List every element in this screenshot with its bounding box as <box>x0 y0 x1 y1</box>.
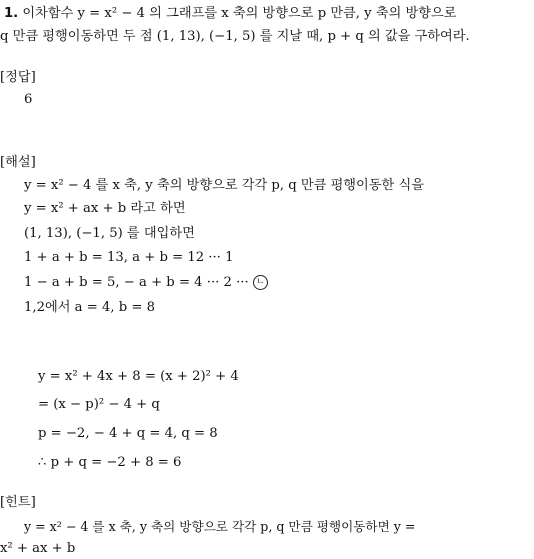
hint-heading: [힌트] <box>0 495 36 510</box>
hint-line-1: y = x² − 4 를 x 축, y 축의 방향으로 각각 p, q 만큼 평행이동하면 y = <box>24 519 416 534</box>
explanation-line-4: 1 + a + b = 13, a + b = 12 ··· 1 <box>24 250 234 265</box>
derivation-line-3: p = −2, − 4 + q = 4, q = 8 <box>38 426 218 441</box>
question-line-2 <box>0 28 470 46</box>
question-line-1 <box>4 5 456 23</box>
explanation-line-5 <box>24 274 268 292</box>
derivation-line-4: ∴ p + q = −2 + 8 = 6 <box>38 455 182 470</box>
explanation-heading: [해설] <box>0 155 36 170</box>
explanation-line-6: 1,2에서 a = 4, b = 8 <box>24 300 155 315</box>
answer-heading: [정답] <box>0 70 36 85</box>
question-text-2: q 만큼 평행이동하면 두 점 (1, 13), (−1, 5) 를 지날 때, p + q 의 값을 구하여라. <box>0 29 470 44</box>
derivation-line-2: = (x − p)² − 4 + q <box>38 397 160 412</box>
explanation-line-5-text: 1 − a + b = 5, − a + b = 4 ··· 2 ··· <box>24 275 249 290</box>
answer-value: 6 <box>24 92 33 107</box>
explanation-line-1: y = x² − 4 를 x 축, y 축의 방향으로 각각 p, q 만큼 평행이동한 식을 <box>24 178 424 193</box>
circled-mark: ㄴ <box>253 275 268 290</box>
question-number: 1. <box>4 6 19 21</box>
derivation-line-1: y = x² + 4x + 8 = (x + 2)² + 4 <box>38 369 239 384</box>
explanation-line-2: y = x² + ax + b 라고 하면 <box>24 201 186 216</box>
hint-line-2: x² + ax + b <box>0 541 76 556</box>
question-text-1: 이차함수 y = x² − 4 의 그래프를 x 축의 방향으로 p 만큼, y 축의 방향으로 <box>22 6 457 21</box>
explanation-line-3: (1, 13), (−1, 5) 를 대입하면 <box>24 226 195 241</box>
